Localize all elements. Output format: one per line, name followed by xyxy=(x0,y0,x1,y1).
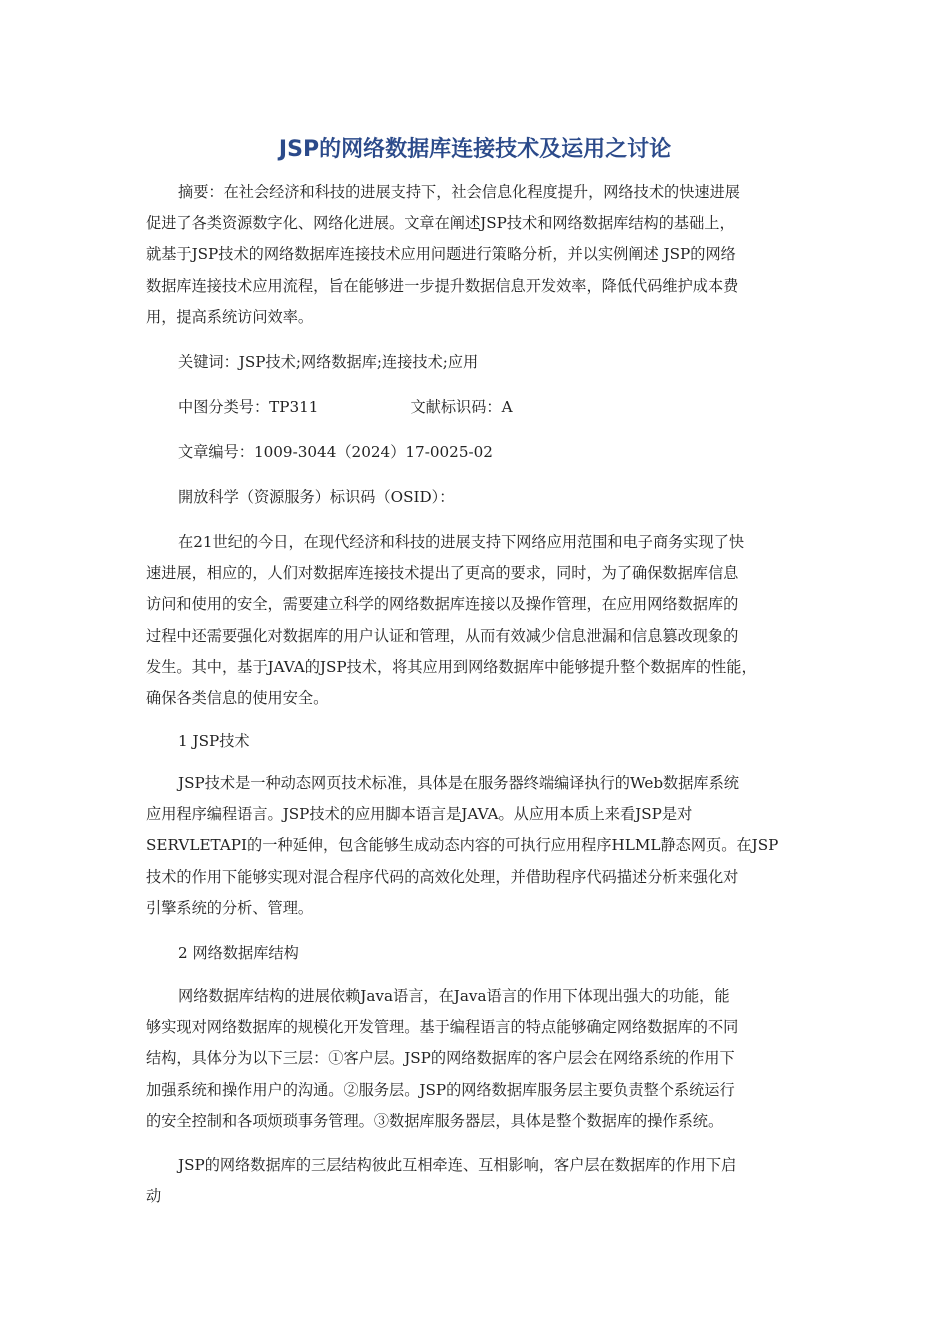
section-2-line: 够实现对网络数据库的规模化开发管理。基于编程语言的特点能够确定网络数据库的不同 xyxy=(146,1018,739,1037)
section-1-heading: 1 JSP技术 xyxy=(178,732,250,750)
abstract xyxy=(146,177,810,333)
section-1-paragraph xyxy=(146,768,810,924)
document-code: 文献标识码：A xyxy=(410,398,513,416)
section-2-heading: 2 网络数据库结构 xyxy=(178,944,299,962)
abstract-line: 摘要：在社会经济和科技的进展支持下，社会信息化程度提升，网络技术的快速进展 xyxy=(178,183,740,201)
section-2-line: 结构，具体分为以下三层：①客户层。JSP的网络数据库的客户层会在网络系统的作用下 xyxy=(146,1049,735,1068)
intro-line: 发生。其中，基于JAVA的JSP技术，将其应用到网络数据库中能够提升整个数据库的性能， xyxy=(146,657,757,676)
article-number: 文章编号：1009-3044（2024）17-0025-02 xyxy=(178,443,493,461)
abstract-line: 数据库连接技术应用流程，旨在能够进一步提升数据信息开发效率，降低代码维护成本费 xyxy=(146,276,739,295)
section-2-paragraph-1 xyxy=(146,981,810,1137)
section-2-line: 的安全控制和各项烦琐事务管理。③数据库服务器层，具体是整个数据库的操作系统。 xyxy=(146,1111,724,1130)
section-1-line: 技术的作用下能够实现对混合程序代码的高效化处理，并借助程序代码描述分析来强化对 xyxy=(146,867,739,886)
keywords: 关键词：JSP技术;网络数据库;连接技术;应用 xyxy=(178,353,479,371)
intro-paragraph xyxy=(146,527,810,714)
intro-line: 确保各类信息的使用安全。 xyxy=(146,689,329,708)
clc-number: 中图分类号：TP311 xyxy=(178,398,319,416)
intro-line: 在21世纪的今日，在现代经济和科技的进展支持下网络应用范围和电子商务实现了快 xyxy=(178,533,745,551)
abstract-line: 促进了各类资源数字化、网络化进展。文章在阐述JSP技术和网络数据库结构的基础上， xyxy=(146,214,735,233)
section-2-line: JSP的网络数据库的三层结构彼此互相牵连、互相影响，客户层在数据库的作用下启 xyxy=(178,1156,737,1174)
section-2-paragraph-2 xyxy=(146,1150,810,1212)
section-2-line: 加强系统和操作用户的沟通。②服务层。JSP的网络数据库服务层主要负责整个系统运行 xyxy=(146,1080,735,1099)
section-1-line: 应用程序编程语言。JSP技术的应用脚本语言是JAVA。从应用本质上来看JSP是对 xyxy=(146,805,693,824)
section-1-line: 引擎系统的分析、管理。 xyxy=(146,898,314,917)
section-1-line: SERVLETAPI的一种延伸，包含能够生成动态内容的可执行应用程序HLML静态网页。在JSP xyxy=(146,836,779,855)
intro-line: 速进展，相应的，人们对数据库连接技术提出了更高的要求，同时，为了确保数据库信息 xyxy=(146,564,739,583)
paper-title: JSP的网络数据库连接技术及运用之讨论 xyxy=(278,137,672,162)
classification-row xyxy=(178,396,513,418)
section-2-line: 动 xyxy=(146,1187,162,1206)
osid-label: 開放科学（资源服务）标识码（OSID）： xyxy=(178,488,455,506)
abstract-line: 就基于JSP技术的网络数据库连接技术应用问题进行策略分析，并以实例阐述 JSP的网络 xyxy=(146,245,736,264)
abstract-line: 用，提高系统访问效率。 xyxy=(146,307,314,326)
intro-line: 访问和使用的安全，需要建立科学的网络数据库连接以及操作管理，在应用网络数据库的 xyxy=(146,595,739,614)
intro-line: 过程中还需要强化对数据库的用户认证和管理，从而有效减少信息泄漏和信息篡改现象的 xyxy=(146,626,739,645)
section-2-line: 网络数据库结构的进展依赖Java语言，在Java语言的作用下体现出强大的功能，能 xyxy=(178,987,730,1005)
section-1-line: JSP技术是一种动态网页技术标准，具体是在服务器终端编译执行的Web数据库系统 xyxy=(178,774,739,792)
